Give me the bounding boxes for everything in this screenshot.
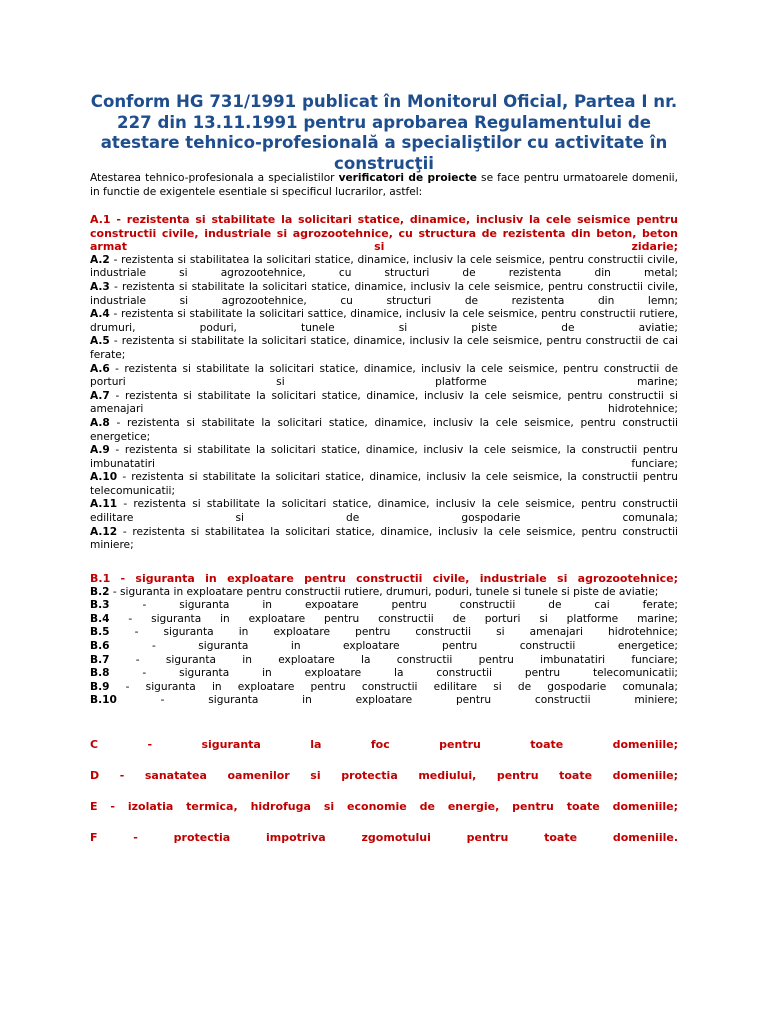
list-item [90, 667, 678, 681]
item-text: - rezistenta si stabilitate la solicitari statice, dinamice, inclusiv la cele seismice, pentru constructii de porturi si platforme marine; [90, 362, 678, 389]
item-text: - siguranta in expoatare pentru constructii de cai ferate; [109, 599, 678, 612]
list-item [90, 526, 678, 553]
list-item [90, 417, 678, 444]
list-item [90, 694, 678, 708]
item-text: - siguranta in exploatare la constructii pentru telecomunicatii; [109, 667, 678, 680]
item-code: B.4 [90, 612, 110, 625]
item-text: - siguranta in exploatare pentru constructii energetice; [109, 639, 678, 652]
item-code: A.4 [90, 308, 110, 321]
item-text: - rezistenta si stabilitate la solicitari statice, dinamice, inclusiv la cele seismice, pentru constructii de cai ferate; [90, 335, 678, 361]
section-a-lead: A.1 - rezistenta si stabilitate la solicitari statice, dinamice, inclusiv la cele seismice pentru constructii civile, industriale si agrozootehnice, cu structura de rezistenta din beton, beton armat si zidarie; [90, 213, 678, 254]
item-text: - siguranta in exploatare la constructii pentru imbunatatiri funciare; [109, 653, 678, 666]
list-item [90, 640, 678, 654]
item-code: A.8 [90, 416, 110, 429]
section-b-lead: B.1 - siguranta in exploatare pentru constructii civile, industriale si agrozootehnice; [90, 572, 678, 585]
item-code: A.12 [90, 525, 118, 538]
item-code: B.5 [90, 626, 110, 639]
item-code: A.11 [90, 498, 118, 511]
list-item [90, 498, 678, 525]
document-title: Conform HG 731/1991 publicat în Monitorul Oficial, Partea I nr. 227 din 13.11.1991 pentru aprobarea Regulamentului de atestare tehnico-profesională a specialiştilor cu activitate în construcţii [90, 92, 678, 173]
list-item [90, 586, 678, 600]
item-text: - rezistenta si stabilitatea la solicitari statice, dinamice, inclusiv la cele seismice, pentru constructii miniere; [90, 525, 678, 552]
list-item [90, 390, 678, 417]
item-code: A.3 [90, 280, 110, 293]
item-text: - rezistenta si stabilitate la solicitari statice, dinamice, inclusiv la cele seismice, pentru constructii edilitare si de gospodarie comunala; [90, 498, 678, 525]
item-code: B.2 [90, 585, 110, 598]
item-text: - rezistenta si stabilitate la solicitari sattice, dinamice, inclusiv la cele seismice, pentru constructii rutiere, drumuri, poduri, tunele si piste de aviatie; [90, 308, 678, 334]
section-f: F - protectia impotriva zgomotului pentru toate domeniile. [90, 831, 678, 844]
list-item [90, 308, 678, 335]
item-code: B.3 [90, 599, 110, 612]
item-code: A.9 [90, 444, 110, 457]
item-text: - rezistenta si stabilitate la solicitari statice, dinamice, inclusiv la cele seismice, la constructii pentru telecomunicatii; [90, 471, 678, 497]
list-item [90, 681, 678, 695]
list-item [90, 363, 678, 390]
list-item [90, 626, 678, 640]
section-c: C - siguranta la foc pentru toate domeniile; [90, 738, 678, 751]
list-item [90, 599, 678, 613]
item-text: - siguranta in exploatare pentru constructii si amenajari hidrotehnice; [109, 626, 678, 639]
item-text: - rezistenta si stabilitate la solicitari statice, dinamice, inclusiv la cele seismice, pentru constructii civile, industriale si agrozootehnice, cu structuri de rezistenta din lemn; [90, 280, 678, 307]
item-text: - rezistenta si stabilitate la solicitari statice, dinamice, inclusiv la cele seismice, pentru constructii energetice; [90, 416, 678, 443]
section-b [90, 572, 678, 708]
list-item [90, 281, 678, 308]
item-code: B.6 [90, 639, 110, 652]
item-text: - siguranta in exploatare pentru constructii miniere; [116, 694, 678, 707]
item-code: A.6 [90, 362, 110, 375]
item-text: - rezistenta si stabilitate la solicitari statice, dinamice, inclusiv la cele seismice, la constructii pentru imbunatatiri funciare; [90, 444, 678, 470]
item-code: B.7 [90, 653, 110, 666]
item-text: - siguranta in exploatare pentru constructii de porturi si platforme marine; [109, 612, 678, 625]
item-code: A.7 [90, 389, 110, 402]
item-code: A.5 [90, 335, 110, 348]
intro-text-after: se face pentru urmatoarele domenii, in functie de exigentele esentiale si specificul lucrarilor, astfel: [90, 172, 678, 198]
item-text: - rezistenta si stabilitate la solicitari statice, dinamice, inclusiv la cele seismice, pentru constructii si amenajari hidrotehnice; [90, 389, 678, 416]
list-item [90, 444, 678, 471]
list-item [90, 613, 678, 627]
item-code: A.10 [90, 471, 118, 484]
section-a [90, 213, 678, 553]
intro-bold-text: verificatori de proiecte [338, 172, 477, 184]
item-text: - siguranta in exploatare pentru constructii edilitare si de gospodarie comunala; [109, 680, 678, 693]
list-item [90, 654, 678, 668]
list-item [90, 335, 678, 362]
section-d: D - sanatatea oamenilor si protectia mediului, pentru toate domeniile; [90, 769, 678, 782]
item-code: B.9 [90, 680, 110, 693]
list-item [90, 254, 678, 281]
intro-paragraph [90, 172, 678, 199]
section-e: E - izolatia termica, hidrofuga si economie de energie, pentru toate domeniile; [90, 800, 678, 813]
list-item [90, 471, 678, 498]
item-code: B.10 [90, 694, 117, 707]
item-text: - rezistenta si stabilitatea la solicitari statice, dinamice, inclusiv la cele seismice, pentru constructii civile, industriale si agrozootehnice, cu structuri de rezistenta din metal; [90, 253, 678, 280]
item-code: B.8 [90, 667, 110, 680]
intro-text-before: Atestarea tehnico-profesionala a specialistilor [90, 172, 339, 184]
item-code: A.2 [90, 253, 110, 266]
item-text: - siguranta in exploatare pentru constructii rutiere, drumuri, poduri, tunele si tunele si piste de aviatie; [109, 585, 659, 598]
